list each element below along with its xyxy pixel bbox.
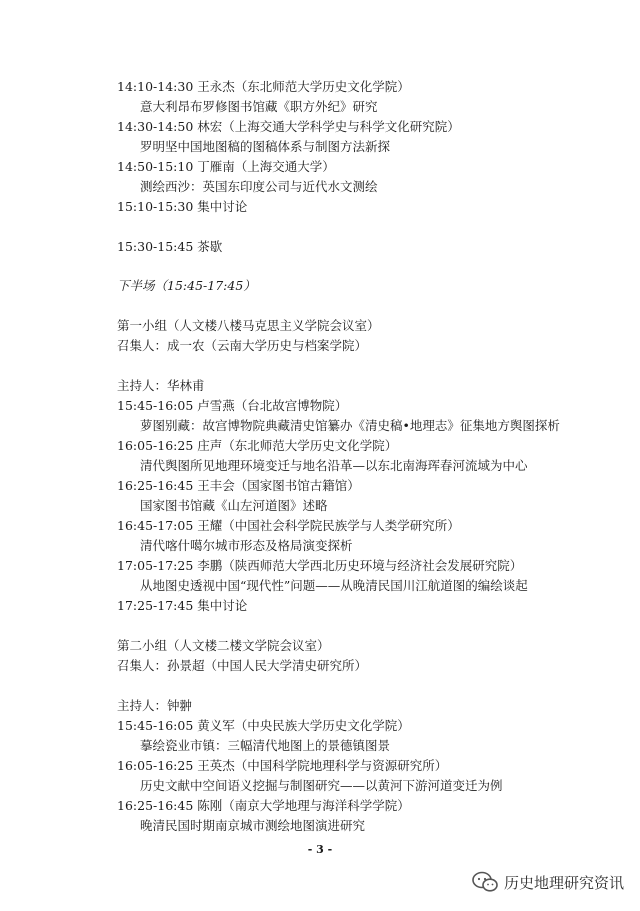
wechat-icon	[472, 871, 498, 893]
page-number: - 3 -	[307, 843, 333, 856]
session-line: 15:45-16:05 卢雪燕（台北故宫博物院）	[117, 398, 348, 413]
talk-title: 清代喀什噶尔城市形态及格局演变探析	[140, 538, 353, 553]
watermark	[472, 871, 624, 893]
convener-line: 召集人：孙景超（中国人民大学清史研究所）	[117, 658, 368, 673]
host-line: 主持人：钟翀	[117, 698, 193, 713]
session-line: 15:45-16:05 黄义军（中央民族大学历史文化学院）	[117, 718, 410, 733]
group-heading: 第一小组（人文楼八楼马克思主义学院会议室）	[117, 318, 380, 333]
session-line: 14:50-15:10 丁雁南（上海交通大学）	[117, 159, 335, 174]
discussion-line: 15:10-15:30 集中讨论	[117, 199, 248, 214]
session-line: 16:05-16:25 庄声（东北师范大学历史文化学院）	[117, 438, 398, 453]
talk-title: 测绘西沙：英国东印度公司与近代水文测绘	[140, 179, 378, 194]
session-line: 16:25-16:45 王丰会（国家图书馆古籍馆）	[117, 478, 360, 493]
session-line: 14:10-14:30 王永杰（东北师范大学历史文化学院）	[117, 79, 410, 94]
talk-title: 萝图别藏：故宫博物院典藏清史馆纂办《清史稿•地理志》征集地方舆图探析	[140, 418, 560, 433]
discussion-line: 17:25-17:45 集中讨论	[117, 598, 248, 613]
section-heading: 下半场（15:45-17:45）	[117, 278, 256, 293]
talk-title: 从地图史透视中国“现代性”问题——从晚清民国川江航道图的编绘谈起	[140, 578, 528, 593]
host-line: 主持人：华林甫	[117, 378, 205, 393]
talk-title: 晚清民国时期南京城市测绘地图演进研究	[140, 818, 366, 833]
session-line: 16:45-17:05 王耀（中国社会科学院民族学与人类学研究所）	[117, 518, 460, 533]
session-line: 14:30-14:50 林宏（上海交通大学科学史与科学文化研究院）	[117, 119, 460, 134]
session-line: 16:05-16:25 王英杰（中国科学院地理科学与资源研究所）	[117, 758, 448, 773]
tea-break-line: 15:30-15:45 茶歇	[117, 239, 223, 254]
talk-title: 清代舆图所见地理环境变迁与地名沿革—以东北南海珲春河流域为中心	[140, 458, 528, 473]
talk-title: 历史文献中空间语义挖掘与制图研究——以黄河下游河道变迁为例	[140, 778, 503, 793]
group-heading: 第二小组（人文楼二楼文学院会议室）	[117, 638, 330, 653]
convener-line: 召集人：成一农（云南大学历史与档案学院）	[117, 338, 368, 353]
talk-title: 意大利昂布罗修图书馆藏《职方外纪》研究	[140, 99, 378, 114]
talk-title: 摹绘瓷业市镇：三幅清代地图上的景德镇图景	[140, 738, 391, 753]
talk-title: 国家图书馆藏《山左河道图》述略	[140, 498, 328, 513]
session-line: 16:25-16:45 陈刚（南京大学地理与海洋科学学院）	[117, 798, 410, 813]
session-line: 17:05-17:25 李鹏（陕西师范大学西北历史环境与经济社会发展研究院）	[117, 558, 523, 573]
talk-title: 罗明坚中国地图稿的图稿体系与制图方法新探	[140, 139, 391, 154]
watermark-text: 历史地理研究资讯	[503, 873, 624, 892]
